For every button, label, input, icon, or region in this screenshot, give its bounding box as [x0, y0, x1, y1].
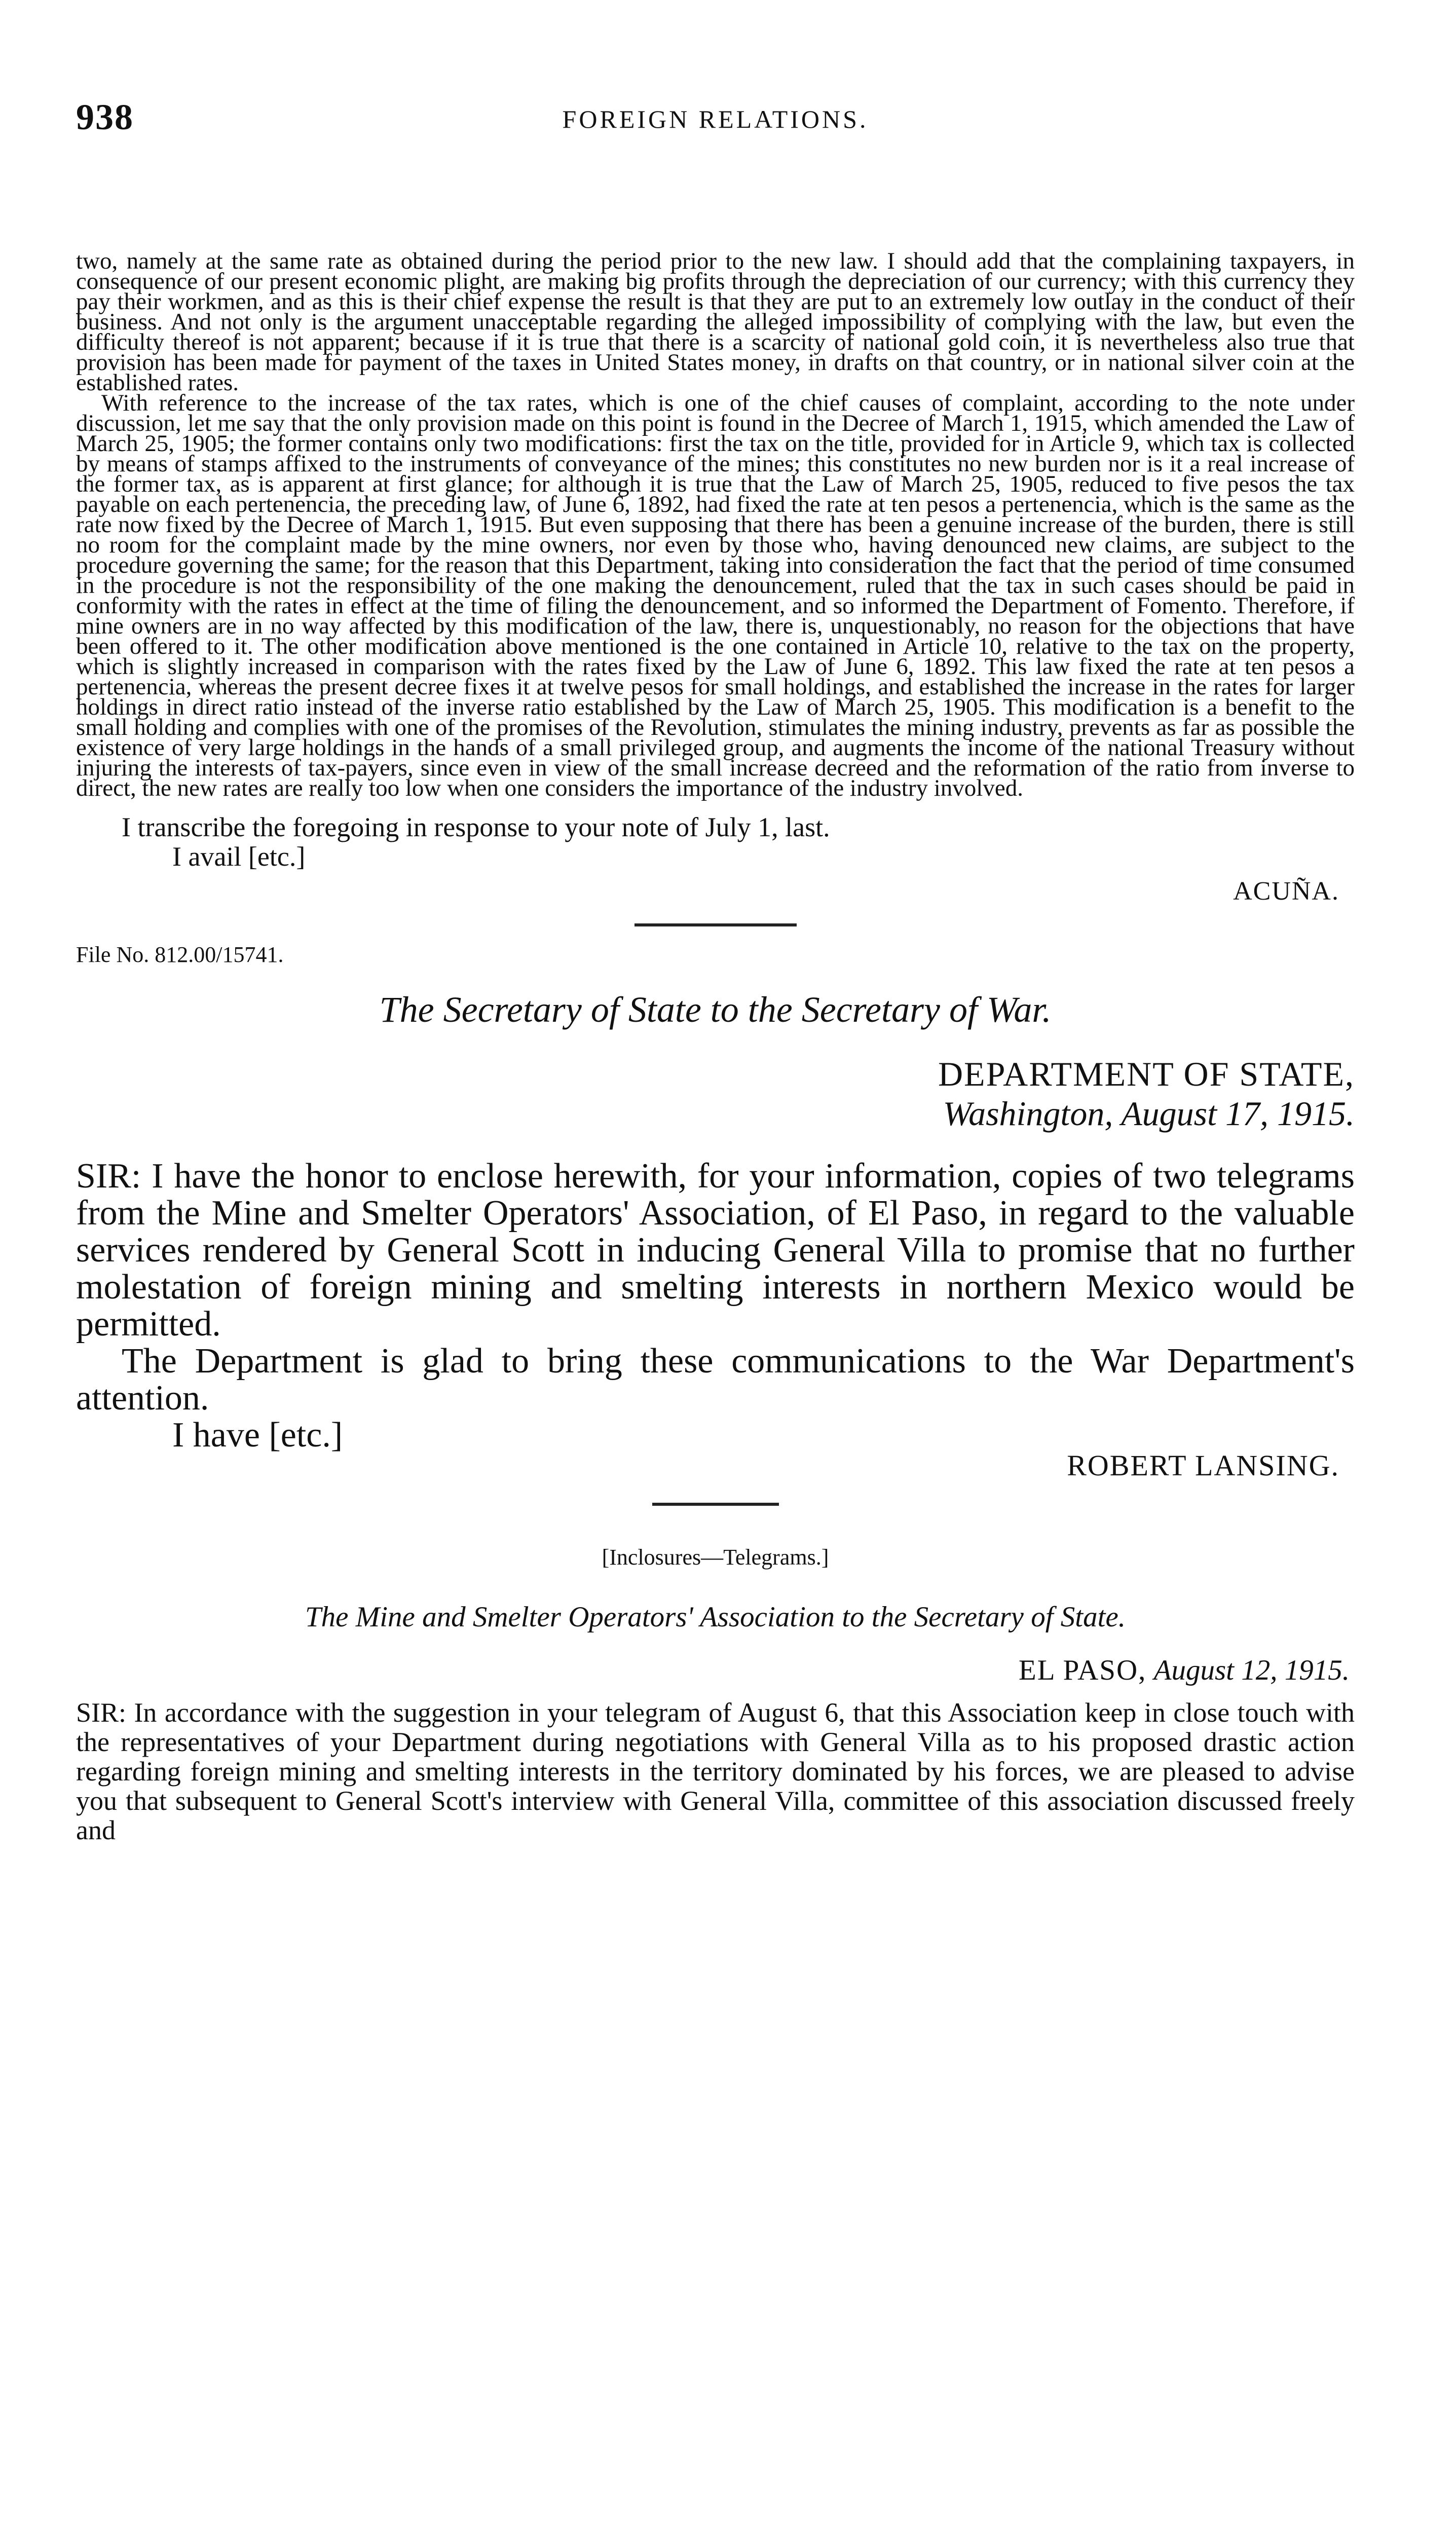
signature-lansing: ROBERT LANSING. [1067, 1449, 1339, 1482]
closing-have: I have [etc.] [172, 1416, 343, 1455]
closing-line: I transcribe the foregoing in response to your note of July 1, last. [122, 812, 830, 842]
letter-title: The Secretary of State to the Secretary of War. [379, 989, 1052, 1030]
letter-paragraph: two, namely at the same rate as obtained during the period prior to the new law. I should add that the complaining taxpayers, in consequence of our present economic plight, are making big profits through the depreciation of our currency; with this currency they pay their workmen, and as this is their chief expense the result is that they are put to an extremely low outlay in the conduct of their business. And not only is the argument unacceptable regarding the alleged impossibility of complying with the law, but even the difficulty thereof is not apparent; because if it is true that there is a scarcity of national gold coin, it is nevertheless also true that provision has been made for payment of the taxes in United States money, in drafts on that country, or in national silver coin at the established rates. [76, 248, 1355, 396]
letter-continuation [76, 248, 1355, 801]
enclosure-date: August 12, 1915. [1153, 1654, 1350, 1686]
letter-body [76, 1158, 1355, 1417]
dateline-date: Washington, August 17, 1915. [943, 1094, 1355, 1133]
letter-paragraph: The Department is glad to bring these communications to the War Department's attention. [76, 1342, 1355, 1418]
page-header [76, 86, 1355, 152]
enclosure-paragraph: SIR: In accordance with the suggestion in your telegram of August 6, that this Association keep in close touch with the representatives of your Department during negotiations with General Villa as to his proposed drastic action regarding foreign mining and smelting interests in the territory dominated by his forces, we are pleased to advise you that subsequent to General Scott's interview with General Villa, committee of this association discussed freely and [76, 1697, 1355, 1845]
letter-paragraph: With reference to the increase of the tax rates, which is one of the chief causes of complaint, according to the note under discussion, let me say that the only provision made on this point is found in the Decree of March 1, 1915, which amended the Law of March 25, 1905; the former contains only two modifications: first the tax on the title, provided for in Article 9, which tax is collected by means of stamps affixed to the instruments of conveyance of the mines; this constitutes no new burden nor is it a real increase of the former tax, as is apparent at first glance; for although it is true that the Law of March 25, 1905, reduced to five pesos the tax payable on each pertenencia, the preceding law, of June 6, 1892, had fixed the rate at ten pesos a pertenencia, which is the same as the rate now fixed by the Decree of March 1, 1915. But even supposing that there has been a genuine increase of the burden, there is still no room for the complaint made by the mine owners, nor even by those who, having denounced new claims, are subject to the procedure governing the same; for the reason that this Department, taking into consideration the fact that the period of time consumed in the procedure is not the responsibility of the one making the denouncement, ruled that the tax in such cases should be paid in conformity with the rates in effect at the time of filing the denouncement, and so informed the Department of Fomento. Therefore, if mine owners are in no way affected by this modification of the law, there is, unquestionably, no reason for the objections that have been offered to it. The other modification above mentioned is the one contained in Article 10, relative to the tax on the property, which is slightly increased in comparison with the rates fixed by the Law of June 6, 1892. This law fixed the rate at ten pesos a pertenencia, whereas the present decree fixes it at twelve pesos for small holdings, and established the increase in the rates for larger holdings in direct ratio instead of the inverse ratio established by the Law of March 25, 1905. This modification is a benefit to the small holding and complies with one of the promises of the Revolution, stimulates the mining industry, prevents as far as possible the existence of very large holdings in the hands of a small privileged group, and augments the income of the national Treasury without injuring the interests of tax-payers, since even in view of the small increase decreed and the reformation of the ratio from inverse to direct, the new rates are really too low when one considers the importance of the industry involved. [76, 390, 1355, 801]
dateline [76, 1054, 1355, 1133]
page-number: 938 [76, 97, 134, 137]
signature-acuna: ACUÑA. [1233, 877, 1339, 906]
file-number: File No. 812.00/15741. [76, 942, 284, 967]
enclosure-label: [Inclosures—Telegrams.] [602, 1545, 829, 1570]
running-title: FOREIGN RELATIONS. [562, 105, 869, 133]
enclosure-dateline [76, 1654, 1355, 1687]
closing-avail: I avail [etc.] [172, 841, 306, 872]
enclosure-place: EL PASO, [1018, 1654, 1147, 1686]
letter-paragraph: SIR: I have the honor to enclose herewith, for your information, copies of two telegrams from the Mine and Smelter Operators' Association, of El Paso, in regard to the valuable services rendered by General Scott in inducing General Villa to promise that no further molestation of foreign mining and smelting interests in northern Mexico would be permitted. [76, 1157, 1355, 1344]
dateline-department: DEPARTMENT OF STATE, [938, 1055, 1355, 1093]
section-divider [652, 1503, 779, 1506]
enclosure-title: The Mine and Smelter Operators' Association to the Secretary of State. [305, 1601, 1126, 1633]
section-divider [634, 923, 797, 926]
